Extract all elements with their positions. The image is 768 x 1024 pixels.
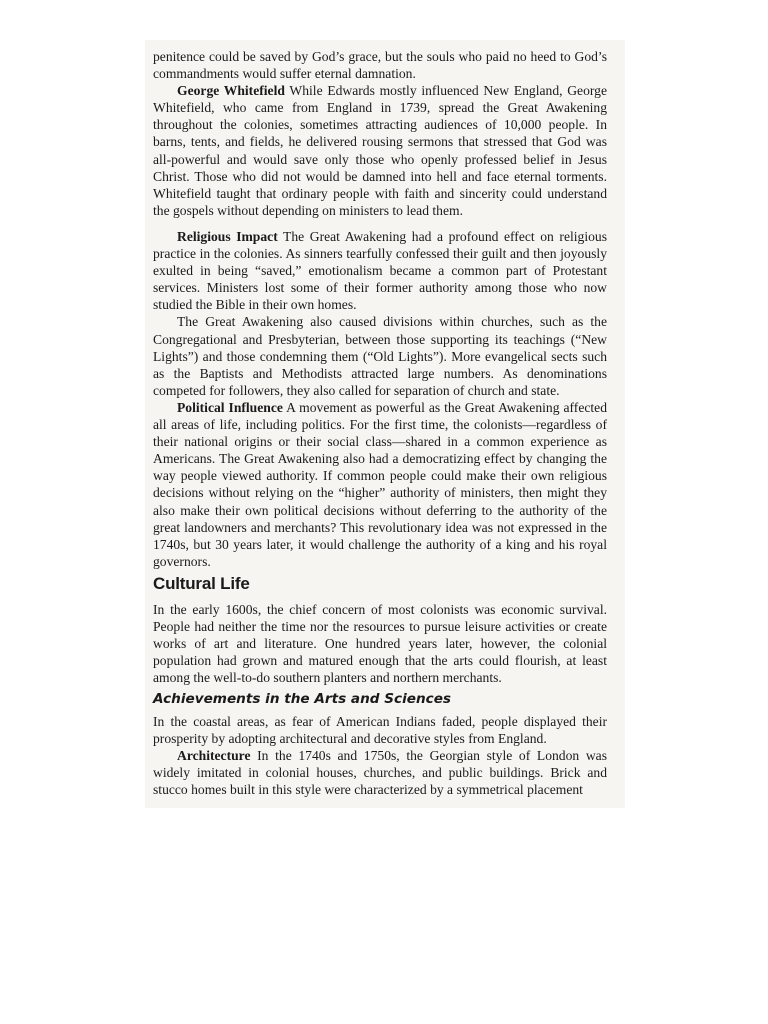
cultural-life-section [153,601,607,686]
religious-impact-text: The Great Awakening had a profound effect on religious practice in the colonies. As sinners tearfully confessed their guilt and then joyously exulted in being “saved,” emotionalism became a common part of Protestant services. Ministers lost some of their former authority among those who now studied the Bible in their own homes. [153,229,607,313]
architecture-run-in-head: Architecture [177,748,251,764]
cultural-life-paragraph: In the early 1600s, the chief concern of most colonists was economic survival. People had neither the time nor the resources to pursue leisure activities or create works of art and literature. One hundred years later, however, the colonial population had grown and matured enough that the arts could flourish, at least among the well-to-do southern planters and northern merchants. [153,602,607,686]
arts-sciences-heading: Achievements in the Arts and Sciences [153,691,452,707]
political-influence-section [153,399,607,570]
architecture-text: In the 1740s and 1750s, the Georgian style of London was widely imitated in colonial houses, churches, and public buildings. Brick and stucco homes built in this style were characterized by a symmetrical placement [153,748,607,798]
political-influence-run-in-head: Political Influence [177,400,283,415]
religious-impact-section [153,228,607,399]
religious-impact-paragraph [153,228,607,313]
coastal-areas-paragraph: In the coastal areas, as fear of American Indians faded, people displayed their prosperity by adopting architectural and decorative styles from England. [153,714,607,747]
cultural-life-heading: Cultural Life [153,574,250,593]
whitefield-text: While Edwards mostly influenced New England, George Whitefield, who came from England in 1739, spread the Great Awakening throughout the colonies, sometimes attracting audiences of 10,000 people. In barns, tents, and fields, he delivered rousing sermons that stressed that God was all-powerful and would save only those who openly professed belief in Jesus Christ. Those who did not would be damned into hell and face eternal torments. Whitefield taught that ordinary people with faith and sincerity could understand the gospels without depending on ministers to lead them. [153,83,607,218]
arts-sciences-section [153,713,607,798]
religious-impact-run-in-head: Religious Impact [177,229,278,244]
continuation-paragraph: penitence could be saved by God’s grace, but the souls who paid no heed to God’s commandments would suffer eternal damnation. [153,49,607,82]
political-influence-paragraph [153,399,607,570]
intro-section [153,48,607,219]
whitefield-run-in-head: George Whitefield [177,83,285,99]
divisions-paragraph: The Great Awakening also caused divisions within churches, such as the Congregational and Presbyterian, between those supporting its teachings (“New Lights”) and those condemning them (“Old Lights”). More evangelical sects such as the Baptists and Methodists attracted large numbers. As denominations competed for followers, they also called for separation of church and state. [153,314,607,398]
political-influence-text: A movement as powerful as the Great Awakening affected all areas of life, including politics. For the first time, the colonists—regardless of their national origins or their social class—shared in a common experience as Americans. The Great Awakening also had a democratizing effect by changing the way people viewed authority. If common people could make their own religious decisions without relying on the “higher” authority of ministers, then might they also make their own political decisions without deferring to the authority of the great landowners and merchants? This revolutionary idea was not expressed in the 1740s, but 30 years later, it would challenge the authority of a king and his royal governors. [153,400,607,569]
architecture-paragraph [153,747,607,798]
whitefield-paragraph [153,82,607,219]
